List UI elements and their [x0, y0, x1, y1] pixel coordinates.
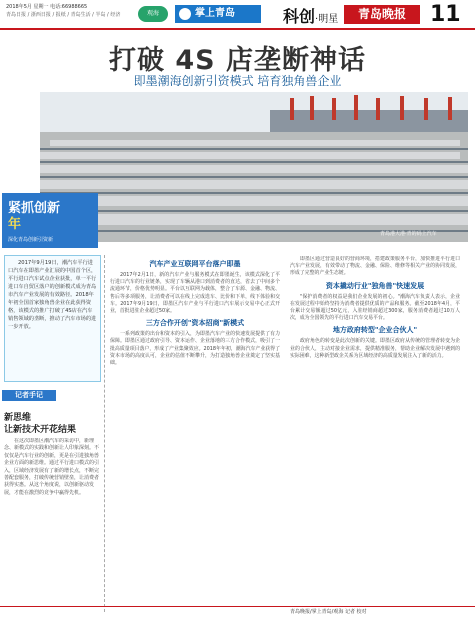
paragraph: 一系列政策的出台和资本的引入，为即墨汽车产业的快速发展提供了有力保障。即墨区通过政府引导、资本运作、企业落地的三方合作模式，吸引了一批高质量项目落户，形成了产业集聚效应。2018年年初，潮海汽车产业获得了资本市场的高度认可，企业的估值不断攀升，为打造独角兽企业奠定了坚实基础。: [110, 331, 280, 367]
newspaper-name: 青岛晚报: [344, 5, 420, 24]
brand-logo-text: 掌上青岛: [195, 8, 235, 19]
port-photo-illustration: [40, 92, 468, 242]
paragraph: 即墨区通过营造良好的营商环境，搭建政策服务平台，加快推进平行进口汽车产业发展，有效带动了物流、金融、保险、维修等相关产业的协同发展，形成了完整的产业生态链。: [290, 256, 460, 277]
brand-logo-icon: [179, 8, 191, 20]
badge-caption: 深化青岛创新引资新: [8, 237, 54, 243]
badge-title: 紧抓创新: [8, 201, 61, 216]
header-subline: 青岛日报 / 浙西日报 / 报纸 / 青岛生活 / 半岛 / 经济: [6, 12, 121, 18]
paragraph: 政府角色的转变是此次创新的关键。即墨区政府从传统的管理者转变为企业的合伙人，主动对接企业需求，提供精准服务，帮助企业解决发展中遇到的实际困难，这种新型政企关系为区域经济的高质量发展注入了新的活力。: [290, 338, 460, 359]
article-column-1: [110, 256, 280, 606]
page-number: 11: [430, 2, 461, 27]
brand-logo: [175, 5, 261, 23]
column-divider: [104, 255, 105, 612]
section-heading: 资本撬动行业"独角兽"快速发展: [325, 281, 425, 290]
photo-caption: 青岛港大港·青的码上汽车: [380, 231, 437, 237]
section-title: [283, 4, 338, 27]
reporter-note-tag: 记者手记: [2, 390, 56, 401]
footer-editor-line: 青岛晚报/掌上青岛/观海 记者 校对: [290, 609, 367, 615]
note-body-text: 在这次即墨区潮汽车的采访中，新理念、新模式的实践和创新让人印象深刻。不仅仅是汽车行业的创新，更是在引进独角兽企业方面的新思维。通过平行进口模式的引入，区域经济发展有了新的增长点，不断完善配套服务，打破传统营销壁垒，让消费者获得实惠。从这个角度说，以创新驱动发展，才能在激烈的竞争中赢得先机。: [4, 438, 100, 496]
section-heading: 地方政府转型"企业合伙人": [332, 326, 418, 335]
intro-text: 2017年9月19日，潮汽车平行进口汽车在即墨产业汇展的中国首个区，平行进口汽车试点企业获批，单一平行进口车自贸区落户的创新模式成为青岛市汽车产业发展的有效路径。2018年年初全国首家独角兽企业在此获得资格，该模式的推广打破了4S店在汽车销售领域的垄断，推动了汽车市场的进一步开放。: [8, 260, 97, 330]
paragraph: 2017年2月1日，新的汽车产业与服务模式在即墨诞生，该模式深化了平行进口汽车的行业链条，实现了车辆从港口到消费者的直达，省去了中间多个流通环节，价格优势明显。平台以互联网为载体，整合了车源、金融、物流、售后等多项服务，让消费者可以在线上完成选车、比价和下单，线下体验和交车。2017年9月19日，即墨区汽车产业与平行进口汽车展示交易中心正式开业，首批进驻企业超过50家。: [110, 272, 280, 315]
page-footer: [0, 606, 475, 620]
paragraph: "保护消费者的权益是我们企业发展的初心。"潮海汽车负责人表示，企业在发展过程中始终坚持为消费者提供优质的产品和服务。截至2018年4月，平台累计交易额超过50亿元，入驻经销商超过300家，服务消费者超过10万人次，成为全国领先的平行进口汽车交易平台。: [290, 293, 460, 322]
article-column-2: [290, 256, 460, 606]
badge-subtitle: 年: [8, 217, 22, 232]
header-date: 2018年5月 星期一 电话:66988665: [6, 4, 88, 10]
section-heading: 汽车产业互联网平台落户即墨: [149, 260, 241, 268]
subheadline: 即墨潮海创新引资模式 培育独角兽企业: [133, 74, 342, 88]
headline: 打破 4S 店垄断神话: [108, 45, 367, 76]
intro-box: [4, 255, 101, 382]
article-photo: [40, 92, 468, 242]
note-subheading: 让新技术开花结果: [4, 425, 77, 435]
section-suffix: ·明星: [315, 14, 339, 25]
note-heading: 新思维: [4, 413, 32, 423]
app-logo: 观海: [138, 6, 168, 22]
note-body: [4, 438, 101, 608]
section-heading: 三方合作开创"资本招商"新模式: [145, 319, 245, 328]
section-name: 科创: [283, 7, 316, 26]
